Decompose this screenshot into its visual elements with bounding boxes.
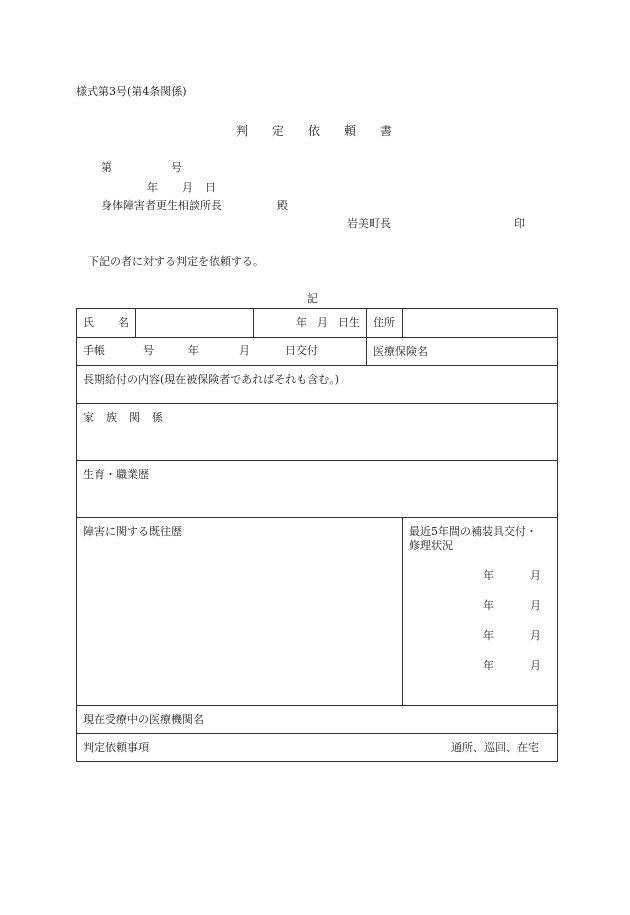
table-row (77, 309, 558, 338)
equipment-field[interactable] (403, 518, 558, 706)
seal-mark: 印 (514, 217, 525, 230)
date-month: 月 (182, 181, 193, 194)
equipment-month-label: 月 (530, 629, 541, 643)
handbook-year-label: 年 (188, 344, 199, 357)
equipment-label-line1: 最近5年間の補装具交付・ (409, 525, 537, 538)
equipment-month-label: 月 (530, 598, 541, 612)
name-label-cell (77, 309, 136, 338)
request-form-table (76, 308, 558, 762)
handbook-month-label: 月 (239, 344, 250, 357)
handbook-field[interactable] (77, 338, 367, 366)
birth-month-label: 月 (317, 316, 328, 329)
equipment-date-row (483, 599, 541, 613)
date-year: 年 (147, 181, 158, 194)
addressee-honorific: 殿 (277, 199, 288, 212)
current-medical-label: 現在受療中の医療機関名 (83, 713, 204, 726)
document-number-dai: 第 (101, 161, 112, 174)
birth-day-label: 日生 (338, 316, 360, 329)
birth-date-field[interactable] (254, 309, 367, 338)
equipment-date-row (483, 569, 541, 583)
table-row (77, 338, 558, 366)
family-label-char: 関 (129, 411, 140, 424)
title-char: 依 (308, 124, 321, 138)
address-label: 住所 (373, 316, 395, 329)
date-day: 日 (205, 181, 216, 194)
family-field[interactable] (77, 404, 558, 461)
request-items-field[interactable] (77, 734, 558, 762)
equipment-month-label: 月 (530, 568, 541, 582)
name-label-char: 名 (118, 316, 129, 329)
family-label-char: 係 (152, 411, 163, 424)
insurance-label: 医療保険名 (373, 345, 428, 358)
history-field[interactable] (77, 461, 558, 518)
title-char: 定 (272, 124, 285, 138)
long-term-benefit-label: 長期給付の内容(現在被保険者であればそれも含む。) (83, 373, 340, 386)
table-row (77, 404, 558, 461)
disability-history-label: 障害に関する既往歴 (83, 525, 182, 538)
family-label-char: 家 (83, 411, 94, 424)
equipment-month-label: 月 (530, 659, 541, 673)
equipment-year-label: 年 (483, 598, 494, 612)
document-number-go: 号 (171, 161, 182, 174)
title-char: 判 (236, 124, 249, 138)
intro-text: 下記の者に対する判定を依頼する。 (88, 255, 264, 268)
request-label: 判定依頼事項 (83, 741, 149, 754)
name-label-char: 氏 (83, 316, 94, 329)
table-row (77, 366, 558, 404)
equipment-date-row (483, 629, 541, 643)
table-row (77, 461, 558, 518)
current-medical-field[interactable] (77, 706, 558, 734)
title-char: 頼 (344, 124, 357, 138)
equipment-year-label: 年 (483, 629, 494, 643)
handbook-issue-label: 日交付 (285, 344, 318, 357)
long-term-benefit-field[interactable] (77, 366, 558, 404)
ki-heading: 記 (307, 292, 318, 305)
family-label-char: 族 (106, 411, 117, 424)
table-row (77, 518, 558, 706)
address-label-cell (367, 309, 403, 338)
equipment-date-row (483, 659, 541, 673)
title-char: 書 (380, 124, 393, 138)
disability-history-field[interactable] (77, 518, 403, 706)
handbook-label: 手帳 (83, 344, 105, 357)
insurance-field[interactable] (367, 338, 558, 366)
table-row (77, 734, 558, 762)
birth-year-label: 年 (296, 316, 307, 329)
table-row (77, 706, 558, 734)
handbook-number-label: 号 (143, 344, 154, 357)
history-label: 生育・職業歴 (83, 468, 149, 481)
equipment-year-label: 年 (483, 659, 494, 673)
address-field[interactable] (403, 309, 558, 338)
equipment-label-line2: 修理状況 (409, 539, 453, 553)
equipment-year-label: 年 (483, 568, 494, 582)
addressee: 身体障害者更生相談所長 (101, 199, 222, 212)
sender: 岩美町長 (347, 217, 391, 230)
request-options: 通所、巡回、在宅 (451, 741, 539, 754)
name-field[interactable] (136, 309, 254, 338)
form-number: 様式第3号(第4条関係) (76, 85, 187, 98)
